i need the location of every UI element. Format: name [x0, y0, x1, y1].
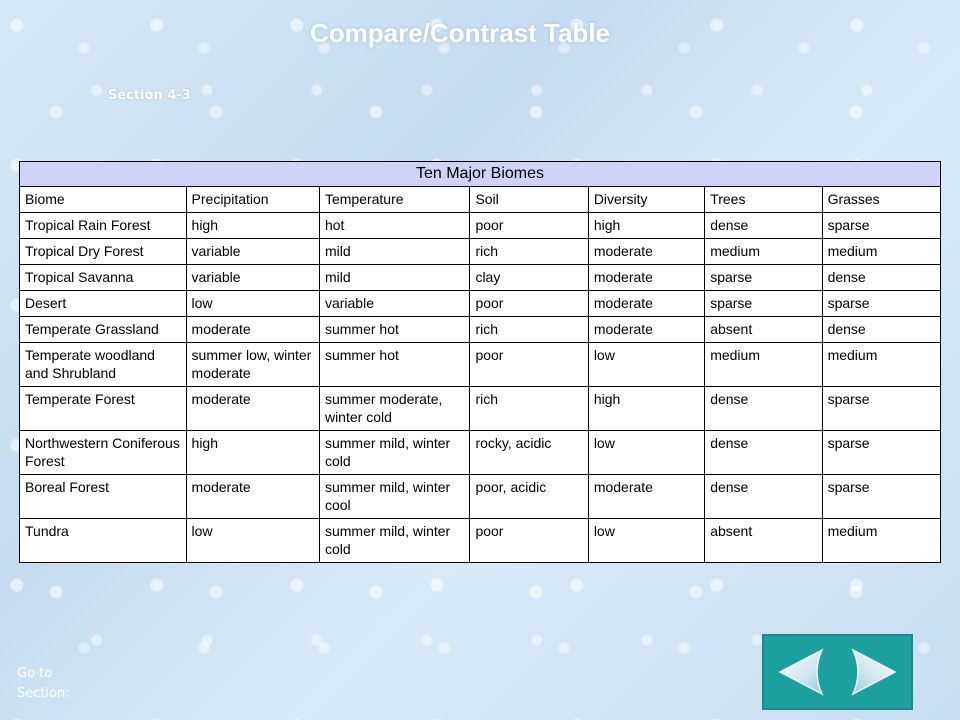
table-cell: poor: [470, 213, 588, 239]
biome-name-cell: Tundra: [20, 519, 187, 563]
column-header: Biome: [20, 187, 187, 213]
biome-name-cell: Temperate Grassland: [20, 317, 187, 343]
column-header: Trees: [705, 187, 822, 213]
table-cell: moderate: [588, 475, 704, 519]
table-cell: medium: [822, 343, 940, 387]
table-cell: moderate: [588, 239, 704, 265]
table-cell: poor: [470, 291, 588, 317]
table-cell: variable: [319, 291, 469, 317]
table-cell: summer hot: [319, 343, 469, 387]
column-header: Diversity: [588, 187, 704, 213]
table-row: [20, 265, 941, 291]
table-cell: medium: [705, 239, 822, 265]
section-label: Section 4-3: [108, 88, 191, 103]
table-body: [20, 213, 941, 563]
table-cell: low: [588, 519, 704, 563]
table-cell: rich: [470, 387, 588, 431]
biome-name-cell: Tropical Rain Forest: [20, 213, 187, 239]
table-cell: dense: [822, 317, 940, 343]
table-row: [20, 291, 941, 317]
table-cell: medium: [822, 519, 940, 563]
table-cell: rocky, acidic: [470, 431, 588, 475]
table-cell: moderate: [186, 475, 319, 519]
table-row: [20, 213, 941, 239]
table-cell: rich: [470, 239, 588, 265]
column-header: Soil: [470, 187, 588, 213]
table-cell: sparse: [705, 265, 822, 291]
table-cell: variable: [186, 239, 319, 265]
table-cell: summer low, winter moderate: [186, 343, 319, 387]
table-cell: sparse: [822, 387, 940, 431]
biomes-table: [19, 161, 941, 563]
table-cell: dense: [705, 387, 822, 431]
table-cell: moderate: [186, 387, 319, 431]
page-title: Compare/Contrast Table: [309, 18, 610, 48]
table-cell: low: [186, 519, 319, 563]
table-cell: sparse: [822, 475, 940, 519]
table-cell: sparse: [822, 291, 940, 317]
table-cell: poor, acidic: [470, 475, 588, 519]
next-button[interactable]: [847, 644, 903, 700]
biome-name-cell: Desert: [20, 291, 187, 317]
go-to-section-link[interactable]: [17, 664, 70, 704]
table-cell: summer mild, winter cold: [319, 519, 469, 563]
table-cell: mild: [319, 239, 469, 265]
table-caption: Ten Major Biomes: [20, 162, 941, 187]
biome-name-cell: Boreal Forest: [20, 475, 187, 519]
biome-name-cell: Temperate Forest: [20, 387, 187, 431]
column-header: Precipitation: [186, 187, 319, 213]
table-row: [20, 519, 941, 563]
column-header: Temperature: [319, 187, 469, 213]
navigation-panel: [762, 634, 913, 710]
table-cell: medium: [822, 239, 940, 265]
table-row: [20, 239, 941, 265]
table-cell: low: [588, 431, 704, 475]
table-cell: dense: [705, 213, 822, 239]
table-row: [20, 343, 941, 387]
table-cell: absent: [705, 317, 822, 343]
table-cell: dense: [705, 431, 822, 475]
table-cell: summer moderate, winter cold: [319, 387, 469, 431]
table-cell: high: [186, 431, 319, 475]
section-label-link: Section:: [17, 686, 70, 701]
table-cell: variable: [186, 265, 319, 291]
table-cell: dense: [705, 475, 822, 519]
table-row: [20, 387, 941, 431]
table-cell: moderate: [186, 317, 319, 343]
table-cell: poor: [470, 519, 588, 563]
table-cell: hot: [319, 213, 469, 239]
table-cell: low: [186, 291, 319, 317]
go-to-label: Go to: [17, 666, 53, 681]
table-cell: absent: [705, 519, 822, 563]
table-cell: high: [186, 213, 319, 239]
column-header: Grasses: [822, 187, 940, 213]
table-cell: summer mild, winter cool: [319, 475, 469, 519]
table-cell: high: [588, 387, 704, 431]
table-cell: summer hot: [319, 317, 469, 343]
table-header-row: [20, 187, 941, 213]
table-cell: high: [588, 213, 704, 239]
table-cell: poor: [470, 343, 588, 387]
table-cell: summer mild, winter cold: [319, 431, 469, 475]
biome-name-cell: Temperate woodland and Shrubland: [20, 343, 187, 387]
table-cell: rich: [470, 317, 588, 343]
table-cell: sparse: [822, 213, 940, 239]
table-cell: medium: [705, 343, 822, 387]
right-arrow-icon: [847, 644, 903, 700]
table-cell: moderate: [588, 291, 704, 317]
table-cell: moderate: [588, 317, 704, 343]
left-arrow-icon: [772, 644, 828, 700]
table-row: [20, 317, 941, 343]
biome-name-cell: Northwestern Coniferous Forest: [20, 431, 187, 475]
biome-name-cell: Tropical Dry Forest: [20, 239, 187, 265]
table-cell: sparse: [822, 431, 940, 475]
table-row: [20, 475, 941, 519]
table-cell: sparse: [705, 291, 822, 317]
table-cell: dense: [822, 265, 940, 291]
table-cell: moderate: [588, 265, 704, 291]
table-cell: clay: [470, 265, 588, 291]
biome-name-cell: Tropical Savanna: [20, 265, 187, 291]
table-cell: low: [588, 343, 704, 387]
table-cell: mild: [319, 265, 469, 291]
previous-button[interactable]: [772, 644, 828, 700]
table-row: [20, 431, 941, 475]
